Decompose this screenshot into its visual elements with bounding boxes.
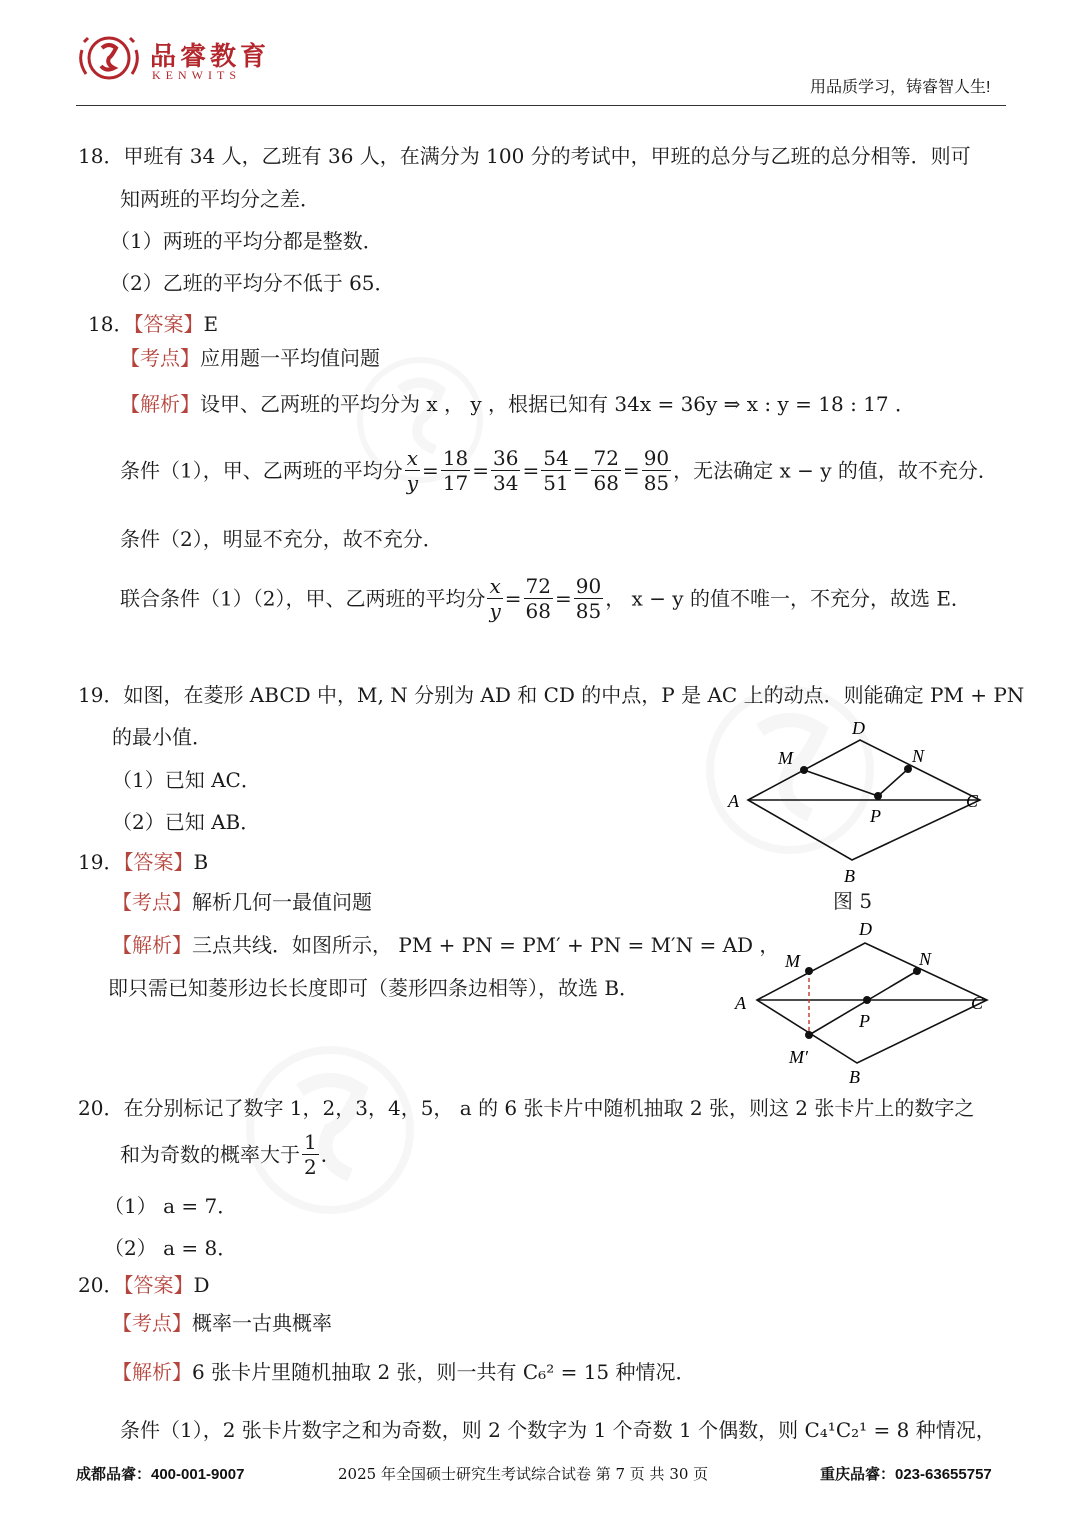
- logo-text-cn: 品睿教育: [150, 42, 271, 72]
- answer-number: 19．: [78, 850, 124, 874]
- label-b: B: [844, 866, 855, 886]
- answer-number: 20．: [78, 1273, 124, 1297]
- header-divider: [76, 105, 1006, 106]
- topic-value: 解析几何一最值问题: [192, 890, 372, 914]
- point-m-prime: [805, 1031, 813, 1039]
- question-text-line2: [120, 1130, 341, 1179]
- fraction-denominator: 34: [493, 471, 519, 495]
- fraction-numerator: 54: [543, 446, 569, 470]
- analysis-tag: 【解析】: [112, 933, 192, 957]
- label-c: C: [966, 791, 979, 811]
- question-text: 知两班的平均分之差．: [120, 187, 320, 211]
- answer-value: E: [203, 312, 219, 336]
- point-p: [863, 996, 871, 1004]
- footer-page-info: 2025 年全国硕士研究生考试综合试卷 第 7 页 共 30 页: [338, 1465, 709, 1483]
- joint-analysis: 联合条件（1）（2），甲、乙两班的平均分 $\frac{x}{y}$ = $\frac{72}{68}$ = $\frac{90}{85}$ ， x − y 的值不唯一，不充分，故选 E．: [120, 574, 971, 623]
- analysis-text: 条件（1），2 张卡片数字之和为奇数，则 2 个数字为 1 个奇数 1 个偶数，则 C₄¹C₂¹ = 8 种情况，: [120, 1418, 996, 1442]
- footer-chengdu-phone: 成都品睿：400-001-9007: [76, 1466, 245, 1483]
- rhombus-figure: [720, 710, 1010, 890]
- fraction-denominator: 85: [575, 599, 602, 623]
- label-d: D: [852, 718, 865, 738]
- answer-line: [88, 310, 218, 338]
- fraction-numerator: 90: [575, 574, 602, 598]
- label-p: P: [859, 1011, 870, 1031]
- condition-2: （2） a = 8．: [104, 1236, 238, 1260]
- label-a: A: [728, 791, 739, 811]
- fraction-numerator: 36: [493, 446, 519, 470]
- answer-line: [78, 848, 208, 876]
- condition-2: （2）已知 AB．: [112, 810, 261, 834]
- fraction-numerator: x: [405, 446, 420, 471]
- footer-chongqing-phone: 重庆品睿：023-63655757: [820, 1466, 992, 1483]
- topic-value: 概率一古典概率: [192, 1311, 332, 1335]
- fraction-denominator: y: [489, 599, 501, 623]
- fraction-denominator: 68: [525, 599, 551, 623]
- segment-pn: [878, 769, 908, 796]
- condition-1: （1）两班的平均分都是整数．: [110, 229, 383, 253]
- point-p: [874, 792, 882, 800]
- label-c: C: [971, 993, 984, 1013]
- analysis-line: [112, 931, 779, 959]
- question-text: 20．在分别标记了数字 1，2，3，4，5， a 的 6 张卡片中随机抽取 2 张，则这 2 张卡片上的数字之: [78, 1096, 975, 1120]
- condition-2: （2）乙班的平均分不低于 65．: [110, 271, 395, 295]
- topic-line: [112, 888, 372, 916]
- analysis-text: 即只需已知菱形边长长度即可（菱形四条边相等），故选 B．: [108, 976, 640, 1000]
- figure-caption: 图 5: [833, 889, 873, 913]
- logo-emblem-icon: [74, 30, 144, 86]
- point-m: [800, 766, 808, 774]
- fraction-denominator: 17: [442, 471, 469, 495]
- question-text: 19．如图，在菱形 ABCD 中，M, N 分别为 AD 和 CD 的中点，P 是 AC 上的动点．则能确定 PM + PN: [78, 683, 1025, 707]
- answer-line: [78, 1271, 210, 1299]
- analysis-text: 条件（1），甲、乙两班的平均分: [120, 458, 403, 483]
- analysis-text: 联合条件（1）（2），甲、乙两班的平均分: [120, 586, 486, 611]
- fraction-numerator: x: [487, 574, 502, 599]
- label-n: N: [919, 949, 932, 969]
- analysis-line: [112, 1358, 696, 1386]
- condition-1: （1） a = 7．: [104, 1194, 238, 1218]
- fraction-numerator: 72: [593, 446, 619, 470]
- answer-value: D: [193, 1273, 210, 1297]
- label-n: N: [912, 746, 925, 766]
- label-b: B: [849, 1067, 860, 1087]
- answer-value: B: [193, 850, 209, 874]
- answer-tag: 【答案】: [123, 850, 194, 874]
- analysis-tag: 【解析】: [120, 392, 200, 416]
- question-text: 18．甲班有 34 人，乙班有 36 人，在满分为 100 分的考试中，甲班的总分与乙班的总分相等．则可: [78, 144, 971, 168]
- analysis-value: 三点共线．如图所示， PM + PN = PM′ + PN = M′N = AD ，: [192, 933, 780, 957]
- fraction-numerator: 72: [525, 574, 551, 598]
- fraction-denominator: 51: [543, 471, 569, 495]
- label-m: M: [778, 748, 793, 768]
- topic-value: 应用题一平均值问题: [200, 346, 380, 370]
- label-d: D: [859, 919, 872, 939]
- logo-text-en: KENWITS: [152, 68, 241, 82]
- fraction-denominator: 68: [593, 471, 619, 495]
- topic-line: [112, 1309, 332, 1337]
- topic-tag: 【考点】: [120, 346, 200, 370]
- rhombus-reflection-figure: [725, 915, 1015, 1090]
- point-n: [904, 765, 912, 773]
- fraction-denominator: y: [406, 471, 419, 495]
- topic-tag: 【考点】: [112, 1311, 192, 1335]
- label-m-prime: M′: [789, 1047, 808, 1067]
- label-m: M: [785, 951, 800, 971]
- topic-line: [120, 344, 380, 372]
- segment-mp: [804, 770, 878, 796]
- analysis-line: [120, 390, 915, 418]
- question-text: ．: [320, 1142, 341, 1167]
- fraction-denominator: 85: [643, 471, 670, 495]
- point-m: [805, 967, 813, 975]
- analysis-value: 设甲、乙两班的平均分为 x ， y ，根据已知有 34x = 36y ⇒ x : y = 18 : 17 ．: [200, 392, 915, 416]
- topic-tag: 【考点】: [112, 890, 192, 914]
- fraction-numerator: 90: [643, 446, 670, 470]
- analysis-text: ，无法确定 x − y 的值，故不充分．: [673, 458, 998, 483]
- question-text: 和为奇数的概率大于: [120, 1142, 300, 1167]
- label-p: P: [870, 806, 881, 826]
- fraction-numerator: 1: [304, 1130, 317, 1154]
- analysis-text: ， x − y 的值不唯一，不充分，故选 E．: [605, 586, 971, 611]
- answer-tag: 【答案】: [133, 312, 204, 336]
- condition1-analysis: 条件（1），甲、乙两班的平均分 $\frac{x}{y}$ = $\frac{18}{17}$ = $\frac{36}{34}$ = $\frac{54}{51}$ = $\frac{72}{68}$ = $\frac{90}{85}$ ，无法确定 x − y 的值，故不充分．: [120, 446, 998, 495]
- analysis-value: 6 张卡片里随机抽取 2 张，则一共有 C₆² = 15 种情况．: [192, 1360, 696, 1384]
- question-text: 的最小值．: [112, 725, 212, 749]
- analysis-tag: 【解析】: [112, 1360, 192, 1384]
- condition2-analysis: 条件（2），明显不充分，故不充分．: [120, 527, 443, 551]
- slogan: 用品质学习，铸睿智人生!: [810, 79, 991, 96]
- fraction-denominator: 2: [304, 1155, 317, 1179]
- answer-number: 18．: [88, 312, 134, 336]
- answer-tag: 【答案】: [123, 1273, 194, 1297]
- fraction-numerator: 18: [442, 446, 469, 470]
- label-a: A: [735, 993, 746, 1013]
- condition-1: （1）已知 AC．: [112, 768, 261, 792]
